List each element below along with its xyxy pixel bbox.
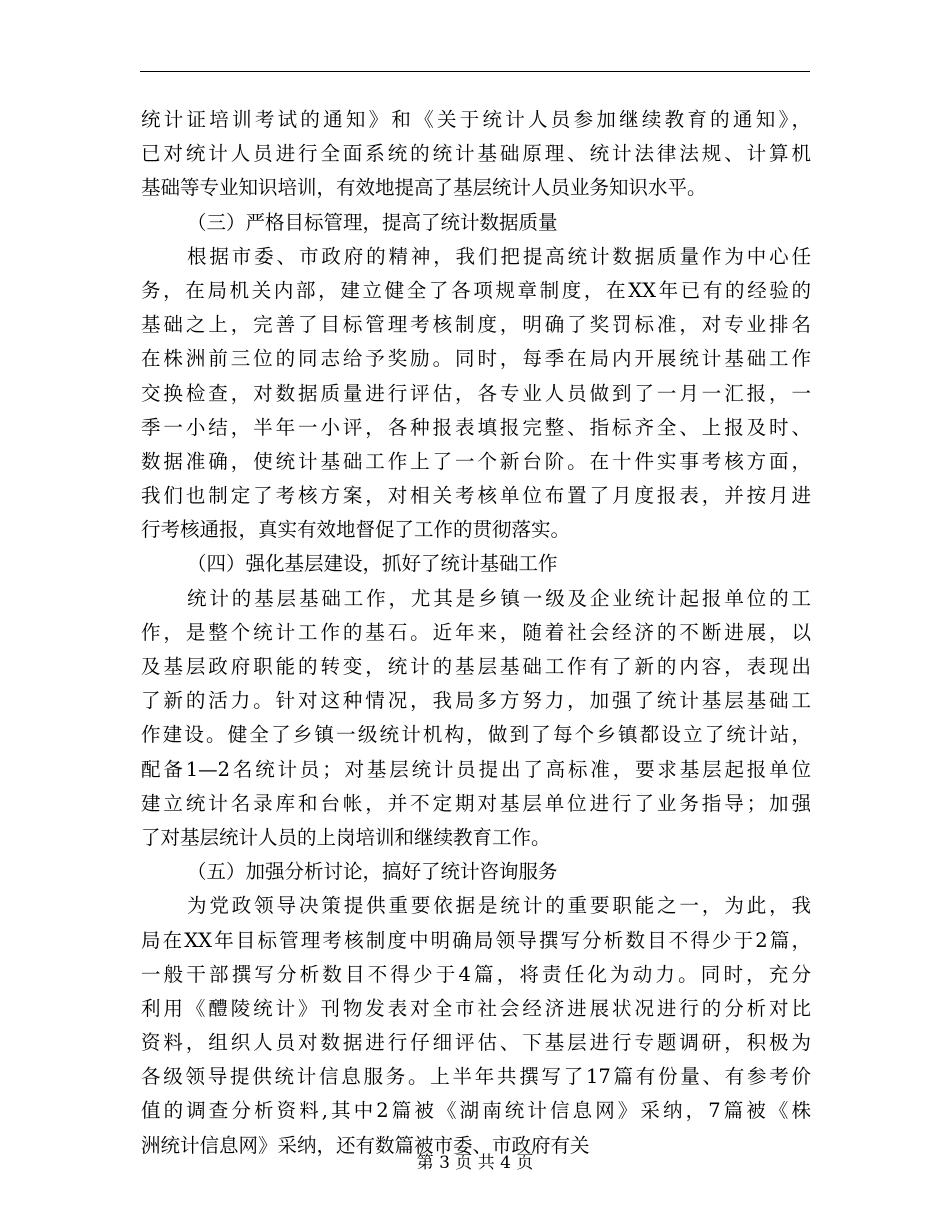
text-line: 基础等专业知识培训，有效地提高了基层统计人员业务知识水平。 [141, 176, 707, 200]
section-heading: （四）强化基层建设，抓好了统计基础工作 [187, 552, 558, 576]
text-line: 建立统计名录库和台帐，并不定期对基层单位进行了业务指导；加强 [141, 791, 811, 815]
document-body [141, 103, 811, 1163]
text-line: 基础之上，完善了目标管理考核制度，明确了奖罚标准，对专业排名 [141, 313, 811, 337]
text-line: 一般干部撰写分析数目不得少于4篇，将责任化为动力。同时，充分 [141, 962, 811, 986]
text-line: 统计证培训考试的通知》和《关于统计人员参加继续教育的通知》， [141, 108, 811, 131]
text-line: 行考核通报，真实有效地督促了工作的贯彻落实。 [141, 518, 571, 542]
text-line: 已对统计人员进行全面系统的统计基础原理、统计法律法规、计算机 [141, 142, 811, 166]
text-line: 季一小结，半年一小评，各种报表填报完整、指标齐全、上报及时、 [141, 415, 811, 439]
header-rule [140, 71, 810, 72]
text-line: 资料，组织人员对数据进行仔细评估、下基层进行专题调研，积极为 [141, 1031, 811, 1055]
page-footer: 第 3 页 共 4 页 [416, 1153, 534, 1173]
text-line: 在株洲前三位的同志给予奖励。同时，每季在局内开展统计基础工作 [141, 347, 811, 371]
text-line: 作，是整个统计工作的基石。近年来，随着社会经济的不断进展，以 [141, 620, 811, 644]
text-line: 数据准确，使统计基础工作上了一个新台阶。在十件实事考核方面， [141, 449, 811, 473]
text-line: 根据市委、市政府的精神，我们把提高统计数据质量作为中心任 [187, 244, 811, 268]
text-line: 统计的基层基础工作，尤其是乡镇一级及企业统计起报单位的工 [187, 586, 811, 610]
section-heading: （三）严格目标管理，提高了统计数据质量 [187, 210, 558, 234]
text-line: 为党政领导决策提供重要依据是统计的重要职能之一，为此，我 [187, 894, 811, 918]
text-line: 局在XX年目标管理考核制度中明确局领导撰写分析数目不得少于2篇， [141, 928, 811, 952]
text-line: 我们也制定了考核方案，对相关考核单位布置了月度报表，并按月进 [141, 484, 811, 508]
text-line: 了新的活力。针对这种情况，我局多方努力，加强了统计基层基础工 [141, 689, 811, 713]
text-line: 利用《醴陵统计》刊物发表对全市社会经济进展状况进行的分析对比 [141, 996, 811, 1020]
text-line: 洲统计信息网》采纳，还有数篇被市委、市政府有关 [141, 1133, 590, 1157]
text-line: 了对基层统计人员的上岗培训和继续教育工作。 [141, 825, 551, 849]
text-line: 各级领导提供统计信息服务。上半年共撰写了17篇有份量、有参考价 [141, 1065, 811, 1089]
text-line: 配备1—2名统计员；对基层统计员提出了高标准，要求基层起报单位 [141, 757, 811, 781]
text-line: 值的调查分析资料,其中2篇被《湖南统计信息网》采纳，7篇被《株 [141, 1099, 811, 1123]
section-heading: （五）加强分析讨论，搞好了统计咨询服务 [187, 860, 558, 884]
text-line: 交换检查，对数据质量进行评估，各专业人员做到了一月一汇报，一 [141, 381, 811, 405]
text-line: 务，在局机关内部，建立健全了各项规章制度，在XX年已有的经验的 [141, 278, 811, 302]
text-line: 作建设。健全了乡镇一级统计机构，做到了每个乡镇都设立了统计站， [141, 723, 811, 747]
text-line: 及基层政府职能的转变，统计的基层基础工作有了新的内容，表现出 [141, 655, 811, 678]
